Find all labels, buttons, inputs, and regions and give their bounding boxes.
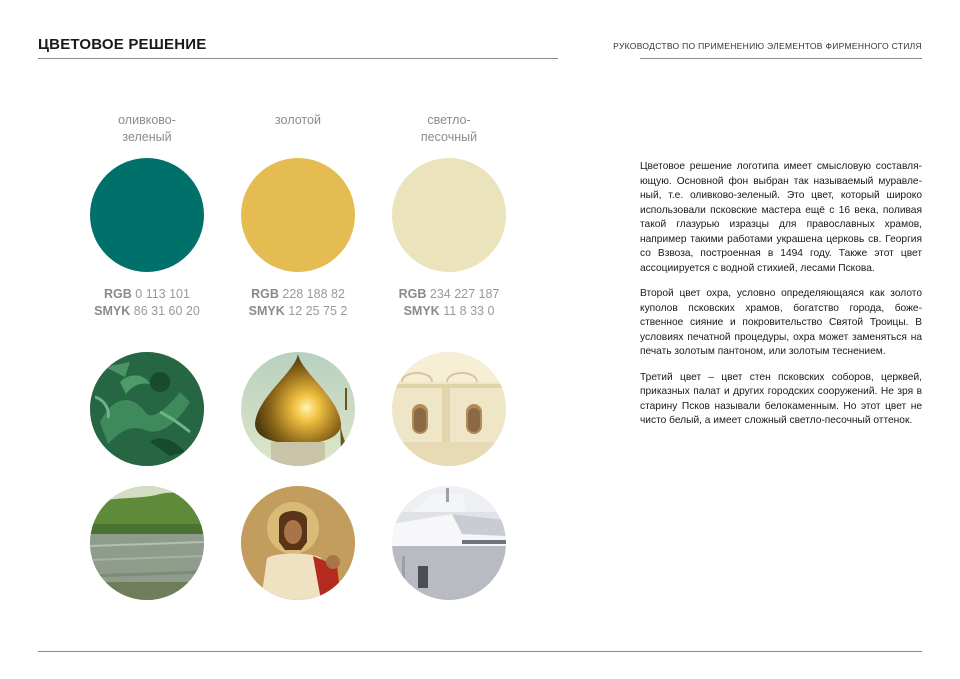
swatch-gold <box>213 112 383 320</box>
page-title: ЦВЕТОВОЕ РЕШЕНИЕ <box>38 36 207 53</box>
color-circle <box>90 158 204 272</box>
white-church-wall-photo <box>392 352 506 466</box>
icon-painting-photo <box>241 486 355 600</box>
swatch-name: светло- песочный <box>420 113 478 144</box>
footer-divider <box>38 651 922 652</box>
subtitle-divider <box>640 58 922 59</box>
green-tile-photo <box>90 352 204 466</box>
description-paragraph: Второй цвет охра, условно определяющаяся как золото куполов псковских храмов, богатство города, божественное сияние и покровительство Святой Троицы. В условиях печатной процедуры, охра может заменяться на печать золотым пантоном, или золотым теснением. <box>640 288 922 357</box>
swatch-olive-green <box>62 112 232 320</box>
document-subtitle: РУКОВОДСТВО ПО ПРИМЕНЕНИЮ ЭЛЕМЕНТОВ ФИРМЕННОГО СТИЛЯ <box>613 41 922 51</box>
description-text <box>640 160 922 440</box>
cmyk-label: SMYK <box>94 304 131 318</box>
rgb-value: 0 113 101 <box>135 287 190 301</box>
rgb-label: RGB <box>398 287 427 301</box>
rgb-label: RGB <box>251 287 279 301</box>
cmyk-value: 12 25 75 2 <box>288 304 348 318</box>
description-paragraph: Цветовое решение логотипа имеет смысловую составляющую. Основной фон выбран так называемый муравленый, т.е. оливково-зеленый. Это цвет, который широко использовали псковские мастера ещё с 16 века, поливая такой глазурью изразцы для православных храмов, например такими работами украшена церковь св. Георгия со Взвоза, построенная в 1494 году. Также этот цвет ассоциируется с водной стихией, лесами Пскова. <box>640 161 922 274</box>
color-circle <box>241 158 355 272</box>
cmyk-value: 11 8 33 0 <box>443 304 495 318</box>
rgb-value: 228 188 82 <box>282 287 345 301</box>
color-codes <box>364 286 534 320</box>
river-landscape-photo <box>90 486 204 600</box>
color-codes <box>62 286 232 320</box>
color-codes <box>213 286 383 320</box>
description-paragraph: Третий цвет – цвет стен псковских соборов, церквей, приказных палат и других городских сооружений. Не зря в старину Псков называли белокаменным. Но этот цвет не чисто белый, а имеет сложный светло-песочный оттенок. <box>640 371 922 426</box>
cmyk-value: 86 31 60 20 <box>133 304 200 318</box>
cmyk-label: SMYK <box>403 304 440 318</box>
swatch-name: золотой <box>275 113 321 127</box>
color-circle <box>392 158 506 272</box>
swatch-name: оливково- зеленый <box>118 113 176 144</box>
cmyk-label: SMYK <box>248 304 285 318</box>
rgb-value: 234 227 187 <box>429 287 500 301</box>
golden-dome-photo <box>241 352 355 466</box>
swatch-light-sand <box>364 112 534 320</box>
title-divider <box>38 58 558 59</box>
white-stone-building-photo <box>392 486 506 600</box>
rgb-label: RGB <box>104 287 132 301</box>
